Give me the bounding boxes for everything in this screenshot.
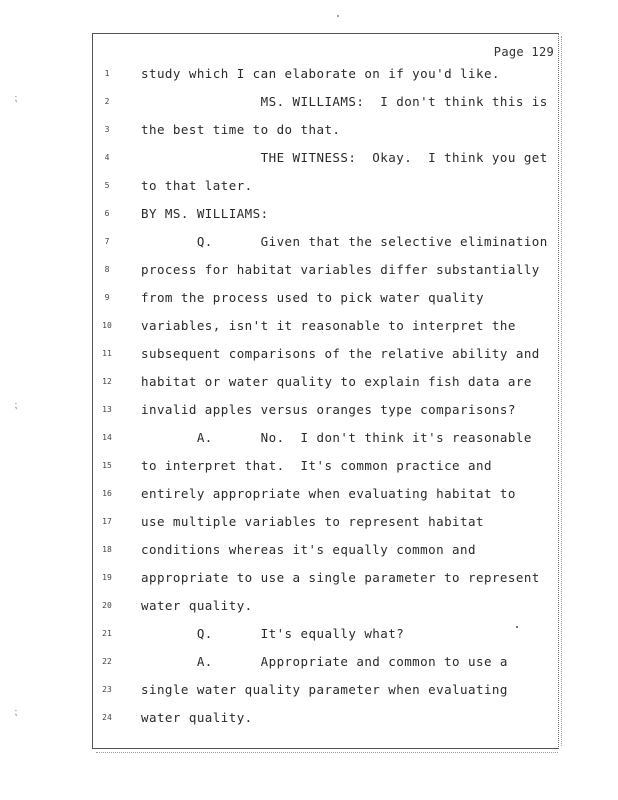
line-number: 8 bbox=[104, 265, 110, 274]
transcript-line: conditions whereas it's equally common and bbox=[141, 542, 476, 557]
line-number: 6 bbox=[104, 209, 110, 218]
line-number: 3 bbox=[104, 125, 110, 134]
transcript-line: from the process used to pick water quality bbox=[141, 290, 484, 305]
line-number: 12 bbox=[102, 377, 112, 386]
line-number: 13 bbox=[102, 405, 112, 414]
line-number: 5 bbox=[104, 181, 110, 190]
transcript-line: BY MS. WILLIAMS: bbox=[141, 206, 269, 221]
line-number: 1 bbox=[104, 69, 110, 78]
line-number: 14 bbox=[102, 433, 112, 442]
line-number: 21 bbox=[102, 629, 112, 638]
margin-mark: ⁏ bbox=[14, 93, 18, 104]
transcript-line: appropriate to use a single parameter to represent bbox=[141, 570, 540, 585]
transcript-line: THE WITNESS: Okay. I think you get bbox=[141, 150, 548, 165]
line-number: 4 bbox=[104, 153, 110, 162]
transcript-line: Q. Given that the selective elimination bbox=[141, 234, 548, 249]
transcript-line: A. No. I don't think it's reasonable bbox=[141, 430, 532, 445]
transcript-line: subsequent comparisons of the relative ability and bbox=[141, 346, 540, 361]
page-border bbox=[92, 33, 559, 749]
transcript-line: study which I can elaborate on if you'd like. bbox=[141, 66, 500, 81]
line-number: 7 bbox=[104, 237, 110, 246]
transcript-line: invalid apples versus oranges type comparisons? bbox=[141, 402, 516, 417]
transcript-line: A. Appropriate and common to use a bbox=[141, 654, 508, 669]
transcript-line: variables, isn't it reasonable to interpret the bbox=[141, 318, 516, 333]
transcript-line: MS. WILLIAMS: I don't think this is bbox=[141, 94, 548, 109]
line-number: 19 bbox=[102, 573, 112, 582]
page-edge-right bbox=[561, 36, 564, 746]
transcript-line: water quality. bbox=[141, 598, 253, 613]
transcript-line: single water quality parameter when evaluating bbox=[141, 682, 508, 697]
line-number: 24 bbox=[102, 713, 112, 722]
line-number: 9 bbox=[104, 293, 110, 302]
line-number: 2 bbox=[104, 97, 110, 106]
line-number: 16 bbox=[102, 489, 112, 498]
transcript-line: entirely appropriate when evaluating habitat to bbox=[141, 486, 516, 501]
margin-mark: ⁏ bbox=[14, 707, 18, 718]
page-edge-bottom bbox=[96, 752, 558, 754]
line-number: 20 bbox=[102, 601, 112, 610]
line-number: 11 bbox=[102, 349, 112, 358]
page-number: Page 129 bbox=[493, 45, 554, 59]
transcript-line: to interpret that. It's common practice and bbox=[141, 458, 492, 473]
transcript-line: the best time to do that. bbox=[141, 122, 341, 137]
scan-speck bbox=[337, 15, 339, 17]
line-number: 17 bbox=[102, 517, 112, 526]
margin-mark: ⁏ bbox=[14, 400, 18, 411]
line-number: 23 bbox=[102, 685, 112, 694]
line-number: 10 bbox=[102, 321, 112, 330]
transcript-line: Q. It's equally what? bbox=[141, 626, 405, 641]
transcript-line: habitat or water quality to explain fish data are bbox=[141, 374, 532, 389]
line-number: 22 bbox=[102, 657, 112, 666]
transcript-line: use multiple variables to represent habitat bbox=[141, 514, 484, 529]
scan-speck bbox=[516, 626, 518, 628]
transcript-line: to that later. bbox=[141, 178, 253, 193]
transcript-line: water quality. bbox=[141, 710, 253, 725]
transcript-line: process for habitat variables differ substantially bbox=[141, 262, 540, 277]
line-number: 15 bbox=[102, 461, 112, 470]
line-number: 18 bbox=[102, 545, 112, 554]
